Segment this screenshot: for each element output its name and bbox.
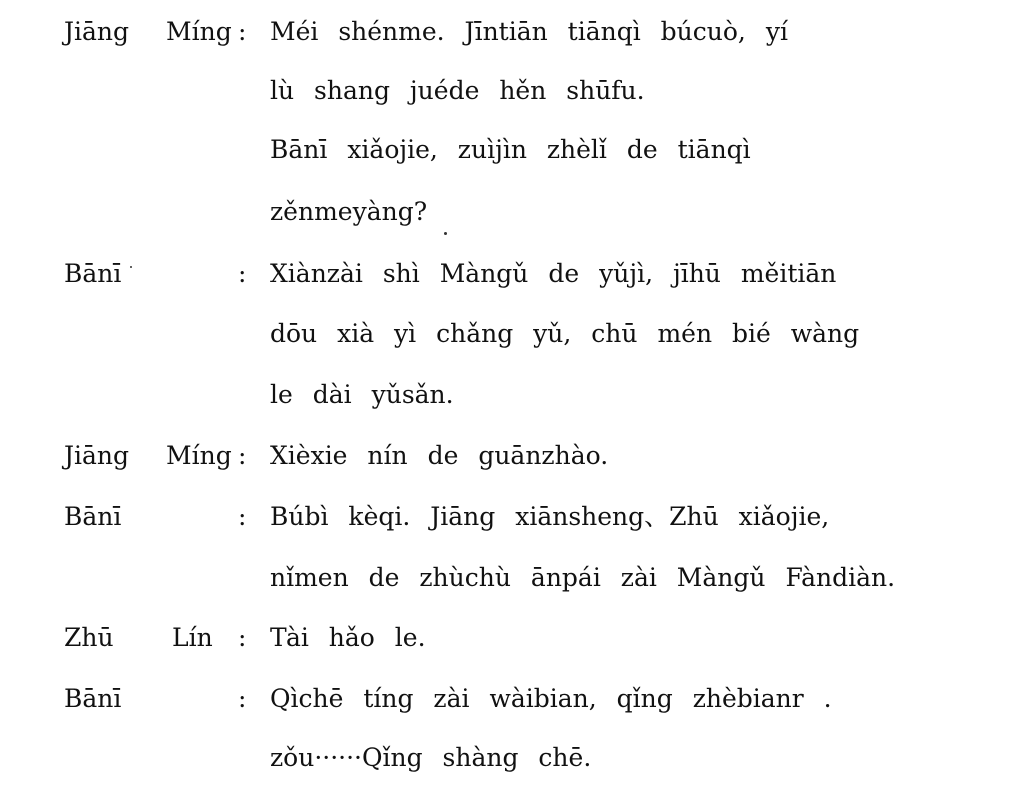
dialogue-line [0,12,1024,52]
speaker-last-name: Lín [172,623,213,652]
speaker-first-name: Jiāng [64,17,130,46]
dialogue-line [0,738,1024,778]
dialogue-text: lù shang juéde hěn shūfu. [270,76,645,105]
dialogue-text: le dài yǔsǎn. [270,380,454,409]
dialogue-text: dōu xià yì chǎng yǔ, chū mén bié wàng [270,319,860,348]
dialogue-line [0,436,1024,476]
dialogue-text: Xiànzài shì Màngǔ de yǔjì, jīhū měitiān [270,259,837,288]
dialogue-text: Méi shénme. Jīntiān tiānqì búcuò, yí [270,17,788,46]
speaker-colon: : [238,441,247,470]
dialogue-line [0,375,1024,415]
speaker-first-name: Bānī [64,684,122,713]
dialogue-text: Tài hǎo le. [270,623,426,652]
speaker-colon: : [238,623,247,652]
dialogue-text: nǐmen de zhùchù ānpái zài Màngǔ Fàndiàn. [270,563,896,592]
dialogue-text: Bānī xiǎojie, zuìjìn zhèlǐ de tiānqì [270,135,751,164]
speaker-colon: : [238,502,247,531]
scan-speck [444,232,447,235]
dialogue-line [0,679,1024,719]
dialogue-line [0,618,1024,658]
dialogue-line [0,71,1024,111]
speaker-colon: : [238,17,247,46]
dialogue-text: Qìchē tíng zài wàibian, qǐng zhèbianr . [270,684,832,713]
dialogue-line [0,192,1024,232]
speaker-first-name: Jiāng [64,441,130,470]
dialogue-line [0,314,1024,354]
dialogue-text: Búbì kèqi. Jiāng xiānsheng、Zhū xiǎojie, [270,502,830,531]
speaker-last-name: Míng [166,17,232,46]
speaker-last-name: Míng [166,441,232,470]
dialogue-line [0,497,1024,537]
speaker-first-name: Bānī [64,259,122,288]
speaker-colon: : [238,684,247,713]
dialogue-line [0,558,1024,598]
dialogue-text: zěnmeyàng? [270,197,428,226]
dialogue-line [0,254,1024,294]
speaker-colon: : [238,259,247,288]
speaker-first-name: Zhū [64,623,114,652]
dialogue-text: zǒu······Qǐng shàng chē. [270,743,592,772]
dialogue-text: Xièxie nín de guānzhào. [270,441,609,470]
speaker-first-name: Bānī [64,502,122,531]
dialogue-line [0,130,1024,170]
scan-speck [130,266,132,268]
